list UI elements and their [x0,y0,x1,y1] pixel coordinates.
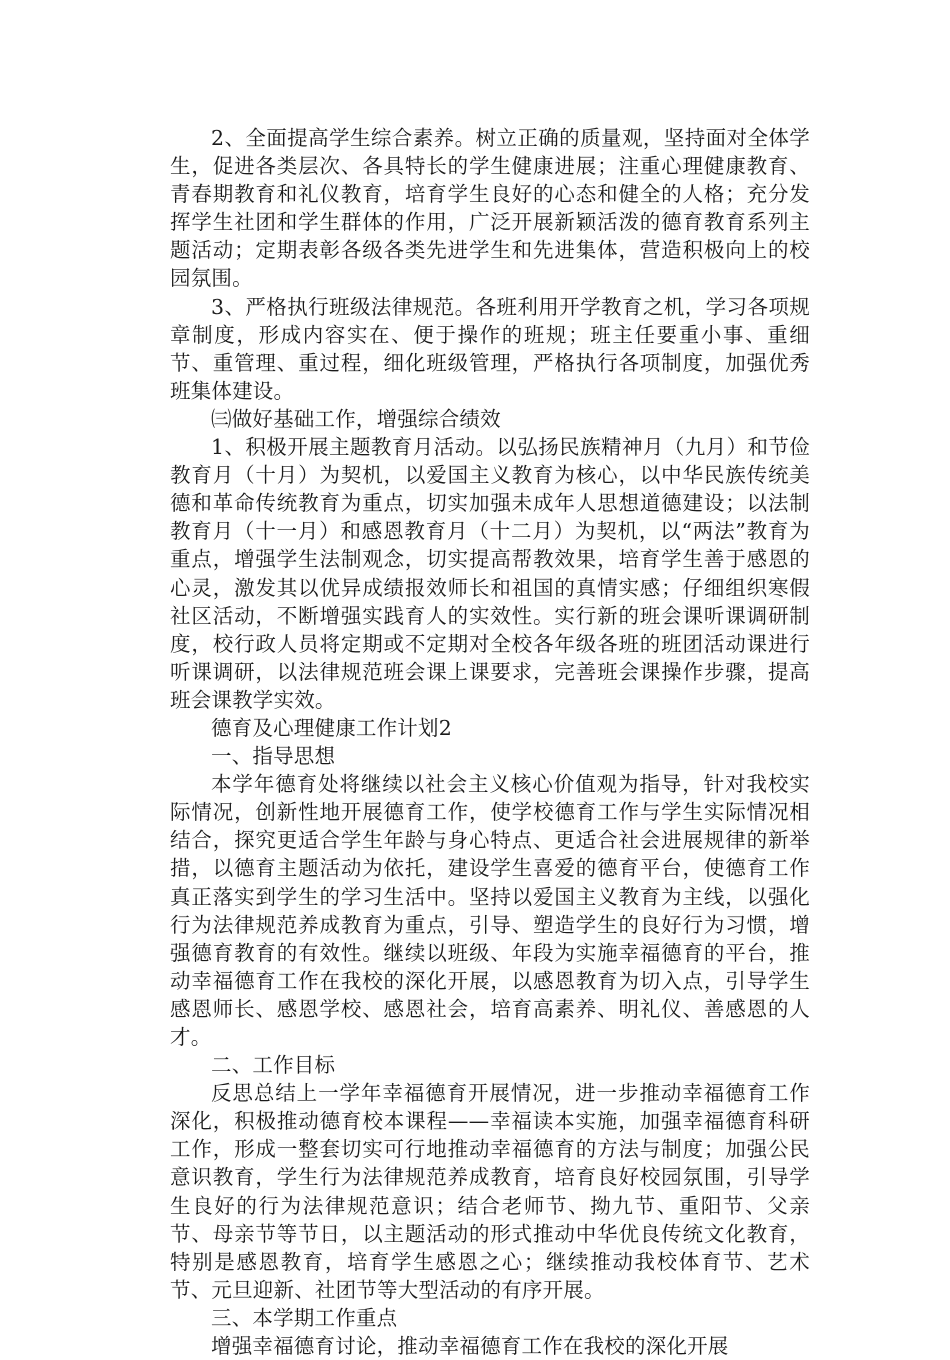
section-heading-key-work: 三、本学期工作重点 [211,1305,398,1330]
section-heading-work-goals: 二、工作目标 [211,1053,336,1078]
paragraph-work-goals: 反思总结上一学年幸福德育开展情况，进一步推动幸福德育工作深化，积极推动德育校本课程——幸福读本实施，加强幸福德育科研工作，形成一整套切实可行地推动幸福德育的方法与制度；加强公民意识教育，学生行为法律规范养成教育，培育良好校园氛围，引导学生良好的行为法律规范意识；结合老师节、拗九节、重阳节、父亲节、母亲节等节日，以主题活动的形式推动中华优良传统文化教育，特别是感恩教育，培育学生感恩之心；继续推动我校体育节、艺术节、元旦迎新、社团节等大型活动的有序开展。 [170,1081,810,1302]
paragraph-key-work: 增强幸福德育讨论，推动幸福德育工作在我校的深化开展 [211,1334,729,1359]
document-body [170,124,810,1360]
paragraph-theme-months: 1、积极开展主题教育月活动。以弘扬民族精神月（九月）和节俭教育月（十月）为契机，以爱国主义教育为核心，以中华民族传统美德和革命传统教育为重点，切实加强未成年人思想道德建设；以法制教育月（十一月）和感恩教育月（十二月）为契机，以“两法”教育为重点，增强学生法制观念，切实提高帮教效果，培育学生善于感恩的心灵，激发其以优异成绩报效师长和祖国的真情实感；仔细组织寒假社区活动，不断增强实践育人的实效性。实行新的班会课听课调研制度，校行政人员将定期或不定期对全校各年级各班的班团活动课进行听课调研，以法律规范班会课上课要求，完善班会课操作步骤，提高班会课教学实效。 [170,435,810,712]
paragraph-guiding-ideology: 本学年德育处将继续以社会主义核心价值观为指导，针对我校实际情况，创新性地开展德育工作，使学校德育工作与学生实际情况相结合，探究更适合学生年龄与身心特点、更适合社会进展规律的新举措，以德育主题活动为依托，建设学生喜爱的德育平台，使德育工作真正落实到学生的学习生活中。坚持以爱国主义教育为主线，以强化行为法律规范养成教育为重点，引导、塑造学生的良好行为习惯，增强德育教育的有效性。继续以班级、年段为实施幸福德育的平台，推动幸福德育工作在我校的深化开展，以感恩教育为切入点，引导学生感恩师长、感恩学校、感恩社会，培育高素养、明礼仪、善感恩的人才。 [170,772,810,1049]
paragraph-class-rules: 3、严格执行班级法律规范。各班利用开学教育之机，学习各项规章制度，形成内容实在、便于操作的班规；班主任要重小事、重细节、重管理、重过程，细化班级管理，严格执行各项制度，加强优秀班集体建设。 [170,294,810,403]
section-heading-guiding-ideology: 一、指导思想 [211,744,336,769]
document-title-plan-2: 德育及心理健康工作计划2 [211,715,452,740]
paragraph-improve-quality: 2、全面提高学生综合素养。树立正确的质量观，坚持面对全体学生，促进各类层次、各具特长的学生健康进展；注重心理健康教育、青春期教育和礼仪教育，培育学生良好的心态和健全的人格；充分发挥学生社团和学生群体的作用，广泛开展新颖活泼的德育教育系列主题活动；定期表彰各级各类先进学生和先进集体，营造积极向上的校园氛围。 [170,126,810,291]
section-heading-basic-work: ㈢做好基础工作，增强综合绩效 [211,406,501,431]
